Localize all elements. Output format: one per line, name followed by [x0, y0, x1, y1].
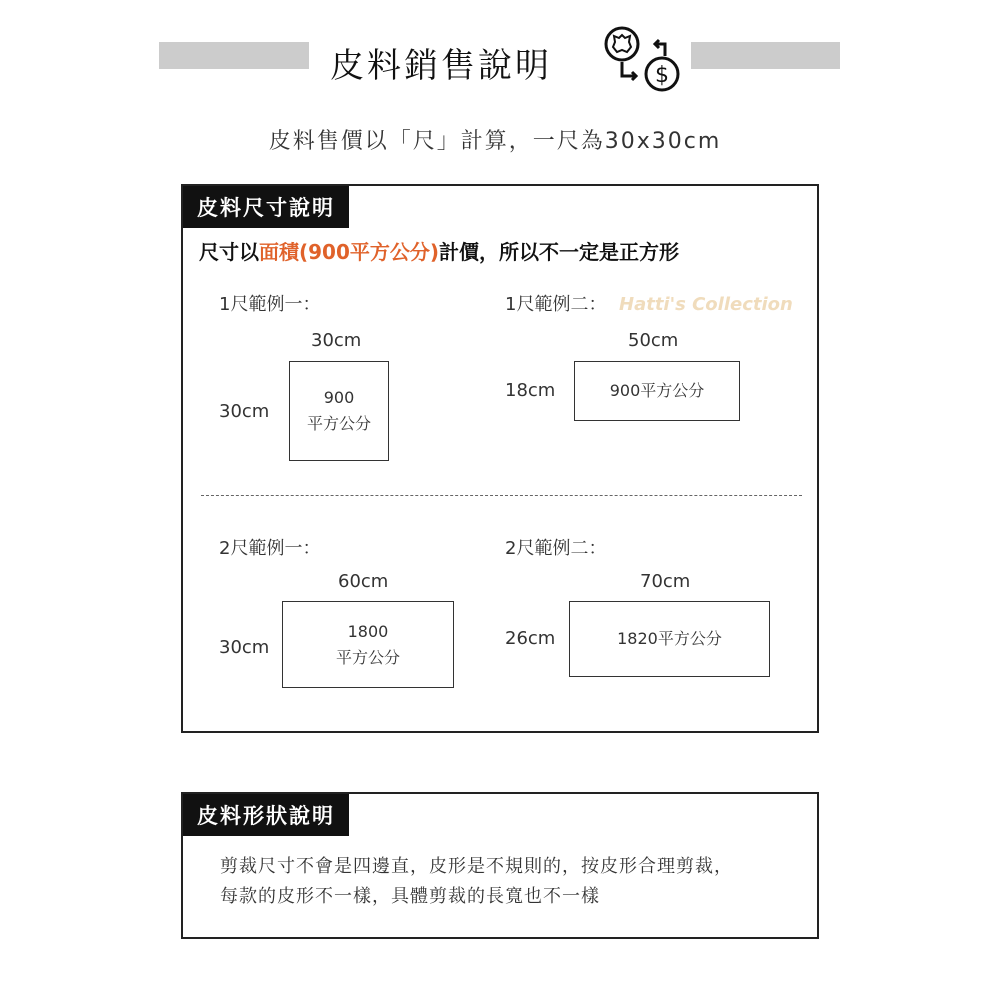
- example-width: 60cm: [338, 571, 389, 592]
- example-width: 30cm: [311, 330, 362, 351]
- example-rect: 1820平方公分: [569, 601, 770, 677]
- page-title: 皮料銷售說明: [330, 46, 552, 86]
- example-rect: 900平方公分: [574, 361, 740, 421]
- shape-text-line: 每款的皮形不一樣，具體剪裁的長寬也不一樣: [220, 886, 600, 907]
- shape-text-line: 剪裁尺寸不會是四邊直，皮形是不規則的，按皮形合理剪裁，: [220, 856, 733, 877]
- example-width: 50cm: [628, 330, 679, 351]
- size-headline: 尺寸以面積(900平方公分)計價，所以不一定是正方形: [199, 240, 680, 264]
- example-height: 30cm: [219, 637, 270, 658]
- example-label: 2尺範例一：: [219, 538, 321, 559]
- example-rect: 900 平方公分: [289, 361, 389, 461]
- decor-bar-right: [691, 42, 840, 69]
- shape-section-tag: 皮料形狀說明: [183, 794, 349, 836]
- size-section-tag: 皮料尺寸說明: [183, 186, 349, 228]
- decor-bar-left: [159, 42, 309, 69]
- example-label: 2尺範例二：: [505, 538, 607, 559]
- example-height: 18cm: [505, 380, 556, 401]
- pricing-subtitle: 皮料售價以「尺」計算，一尺為30x30cm: [268, 129, 722, 154]
- watermark: Hatti's Collection: [619, 294, 793, 315]
- size-section: [181, 184, 819, 733]
- shape-section: [181, 792, 819, 939]
- svg-text:$: $: [655, 63, 669, 88]
- example-height: 30cm: [219, 401, 270, 422]
- example-height: 26cm: [505, 628, 556, 649]
- example-label: 1尺範例一：: [219, 294, 321, 315]
- example-label: 1尺範例二：: [505, 294, 607, 315]
- example-rect: 1800 平方公分: [282, 601, 454, 688]
- divider: [201, 495, 802, 496]
- example-width: 70cm: [640, 571, 691, 592]
- leather-dollar-exchange-icon: [600, 24, 684, 96]
